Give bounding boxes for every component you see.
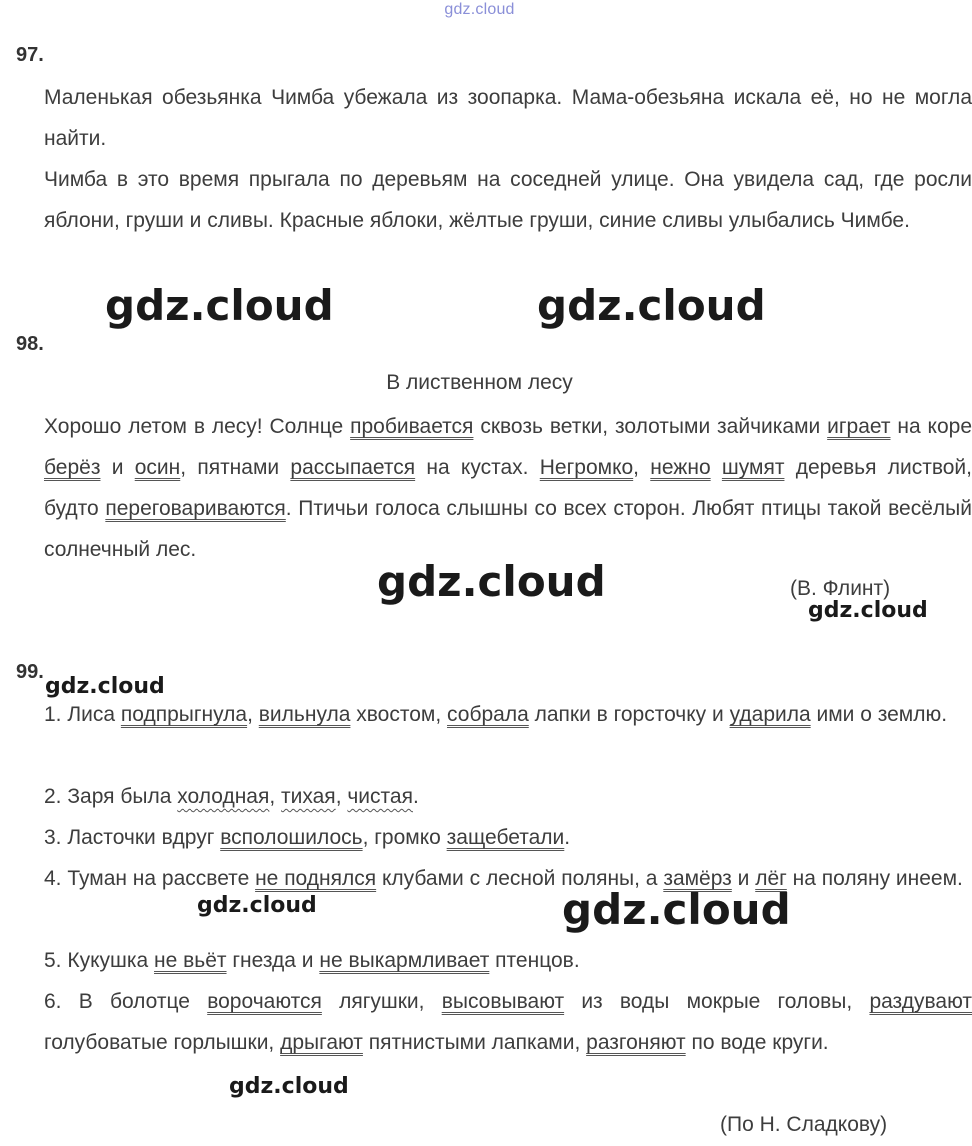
wavy-underlined-word: тихая bbox=[281, 785, 336, 808]
underlined-word: защебетали bbox=[446, 826, 565, 849]
ex99-sentence-5: 5. Кукушка не вьёт гнезда и не выкармливает птенцов. bbox=[44, 949, 580, 972]
ex98-paragraph: Хорошо летом в лесу! Солнце пробивается сквозь ветки, золотыми зайчиками играет на коре берёз и осин, пятнами рассыпается на кустах. Негромко, нежно шумят деревья листвой, будто переговариваются. Птичьи голоса слышны со всех сторон. Любят птицы такой весёлый солнечный лес. bbox=[44, 415, 972, 561]
underlined-word: лёг bbox=[755, 867, 787, 890]
watermark: gdz.cloud bbox=[197, 893, 317, 918]
ex99-sentence-2: 2. Заря была холодная, тихая, чистая. bbox=[44, 785, 419, 808]
exercise-number-97: 97. bbox=[16, 44, 44, 66]
ex99-sentence-4: 4. Туман на рассвете не поднялся клубами с лесной поляны, а замёрз и лёг на поляну инеем. bbox=[44, 867, 963, 890]
ex98-title: В лиственном лесу bbox=[386, 371, 573, 394]
ex99-sentence-3: 3. Ласточки вдруг всполошилось, громко защебетали. bbox=[44, 826, 571, 849]
underlined-word: вильнула bbox=[258, 703, 351, 726]
watermark: gdz.cloud bbox=[229, 1074, 349, 1099]
underlined-word: разгоняют bbox=[586, 1031, 686, 1054]
watermark: gdz.cloud bbox=[537, 281, 766, 330]
watermark: gdz.cloud bbox=[562, 885, 791, 934]
underlined-word: дрыгают bbox=[280, 1031, 363, 1054]
header-watermark: gdz.cloud bbox=[444, 1, 515, 18]
watermark: gdz.cloud bbox=[105, 281, 334, 330]
watermark: gdz.cloud bbox=[808, 598, 928, 623]
underlined-word: ударила bbox=[729, 703, 811, 726]
exercise-number-98: 98. bbox=[16, 333, 44, 355]
underlined-word: собрала bbox=[447, 703, 529, 726]
underlined-word: Негромко bbox=[539, 456, 634, 479]
underlined-word: замёрз bbox=[663, 867, 732, 890]
underlined-word: не поднялся bbox=[255, 867, 377, 890]
underlined-word: не выкармливает bbox=[319, 949, 490, 972]
underlined-word: пробивается bbox=[350, 415, 474, 438]
underlined-word: нежно bbox=[650, 456, 711, 479]
underlined-word: рассыпается bbox=[290, 456, 416, 479]
underlined-word: не вьёт bbox=[154, 949, 227, 972]
underlined-word: ворочаются bbox=[207, 990, 322, 1013]
underlined-word: всполошилось bbox=[220, 826, 363, 849]
wavy-underlined-word: чистая bbox=[347, 785, 413, 808]
ex99-sentence-6: 6. В болотце ворочаются лягушки, высовывают из воды мокрые головы, раздувают голубоватые горлышки, дрыгают пятнистыми лапками, разгоняют по воде круги. bbox=[44, 990, 972, 1054]
underlined-word: шумят bbox=[721, 456, 785, 479]
underlined-word: высовывают bbox=[441, 990, 565, 1013]
underlined-word: осин bbox=[134, 456, 181, 479]
underlined-word: берёз bbox=[44, 456, 101, 479]
underlined-word: переговариваются bbox=[105, 497, 286, 520]
watermark: gdz.cloud bbox=[377, 557, 606, 606]
wavy-underlined-word: холодная bbox=[177, 785, 270, 808]
ex98-author: (В. Флинт) bbox=[790, 577, 891, 600]
ex97-paragraph-2: Чимба в это время прыгала по деревьям на соседней улице. Она увидела сад, где росли яблони, груши и сливы. Красные яблоки, жёлтые груши, синие сливы улыбались Чимбе. bbox=[44, 168, 972, 232]
ex99-sentence-1: 1. Лиса подпрыгнула, вильнула хвостом, собрала лапки в горсточку и ударила ими о землю. bbox=[44, 703, 948, 726]
underlined-word: подпрыгнула bbox=[120, 703, 248, 726]
watermark: gdz.cloud bbox=[45, 674, 165, 699]
ex99-author: (По Н. Сладкову) bbox=[720, 1113, 888, 1136]
underlined-word: играет bbox=[827, 415, 891, 438]
exercise-number-99: 99. bbox=[16, 661, 44, 683]
ex97-paragraph-1: Маленькая обезьянка Чимба убежала из зоопарка. Мама-обезьяна искала её, но не могла найти. bbox=[44, 86, 972, 150]
underlined-word: раздувают bbox=[869, 990, 972, 1013]
